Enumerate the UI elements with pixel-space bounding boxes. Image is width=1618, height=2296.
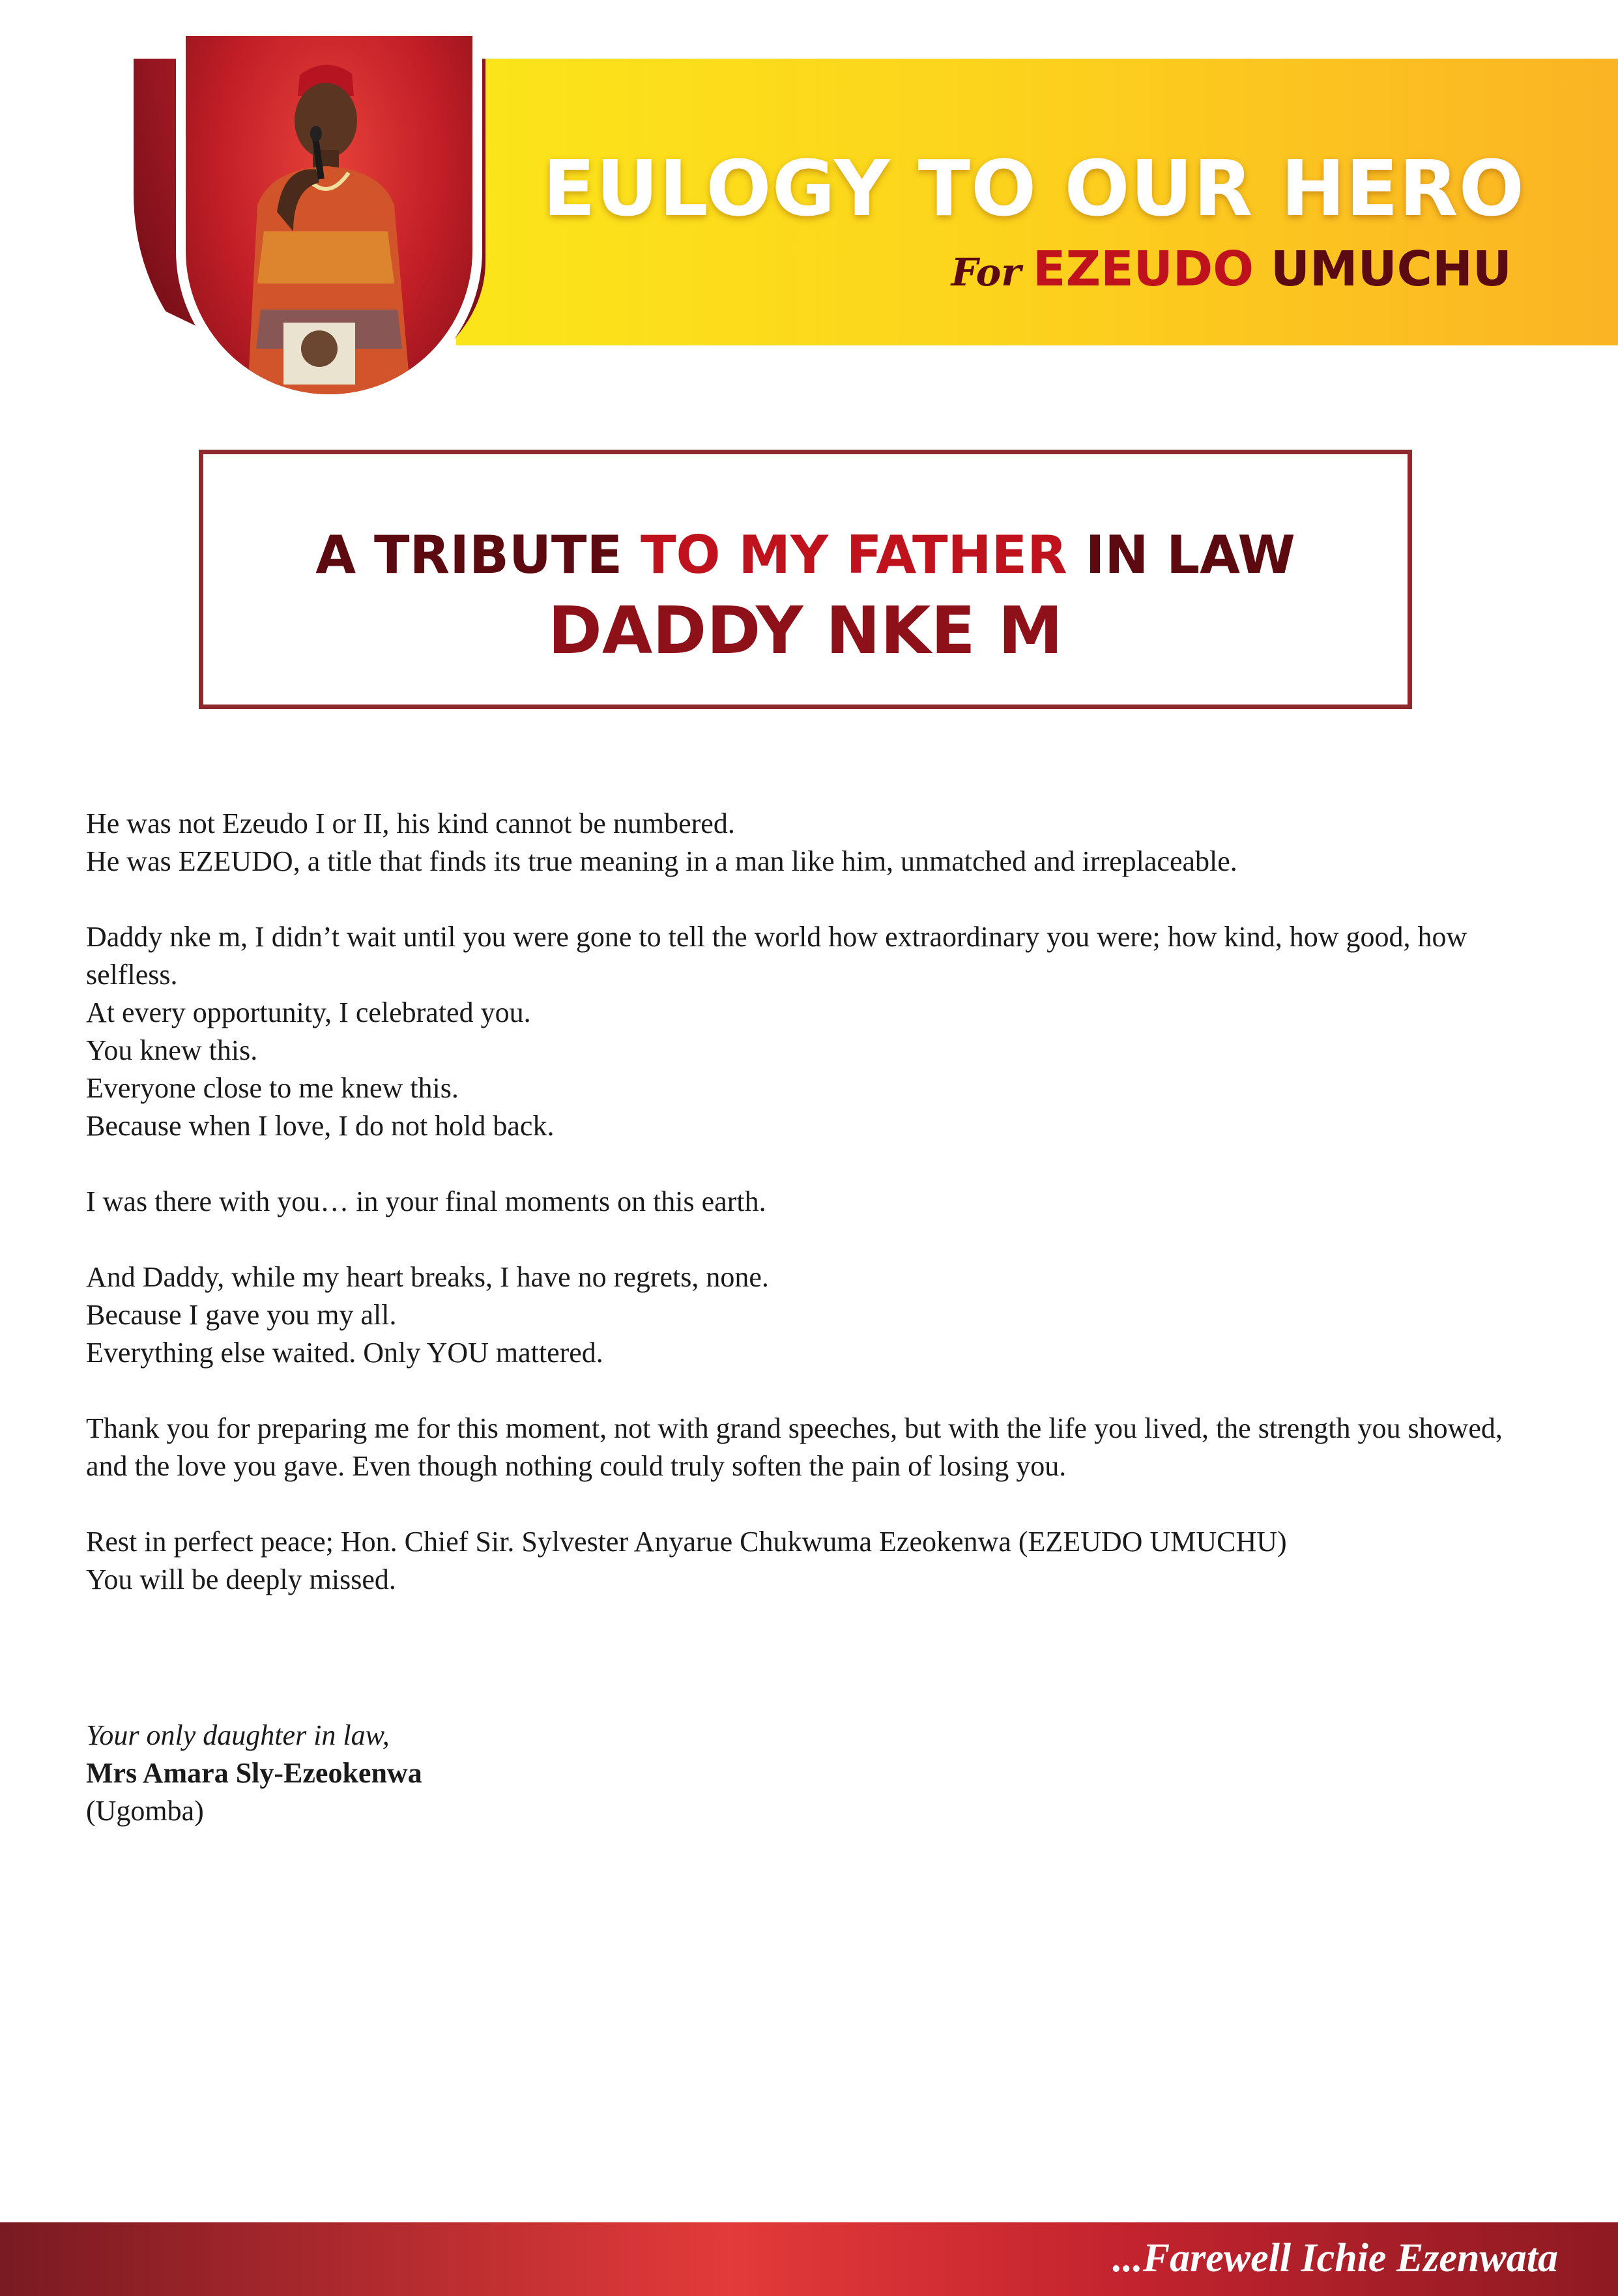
text-line: Everyone close to me knew this. [86,1072,459,1104]
portrait-photo [186,36,472,394]
signoff-name: Mrs Amara Sly-Ezeokenwa [86,1757,422,1789]
eulogy-title: EULOGY TO OUR HERO [542,143,1525,233]
text-line: Because when I love, I do not hold back. [86,1110,555,1142]
tribute-body [86,805,1539,1636]
paragraph [86,1183,1539,1221]
text-line: Daddy nke m, I didn’t wait until you were gone to tell the world how extraordinary you were; how kind, how good, how selfless. [86,921,1467,991]
paragraph [86,1410,1539,1485]
text-line: You will be deeply missed. [86,1563,396,1595]
man-speaking-illustration [186,36,472,394]
text-line: I was there with you… in your final moments on this earth. [86,1185,766,1217]
signoff-closing: Your only daughter in law, [86,1719,390,1751]
paragraph [86,918,1539,1145]
text-line: Everything else waited. Only YOU mattered. [86,1337,603,1369]
text-line: Rest in perfect peace; Hon. Chief Sir. Sylvester Anyarue Chukwuma Ezeokenwa (EZEUDO UMUCHU) [86,1526,1287,1558]
eulogy-subtitle [782,241,1512,297]
tribute-heading [203,525,1408,585]
text-line: Thank you for preparing me for this moment, not with grand speeches, but with the life you lived, the strength you showed, and the love you gave. Even though nothing could truly soften the pain of losing you. [86,1412,1503,1482]
paragraph [86,1523,1539,1599]
tribute-subheading: DADDY NKE M [547,592,1063,669]
text-line: He was not Ezeudo I or II, his kind cannot be numbered. [86,807,735,839]
tribute-heading-part1: A TRIBUTE [315,525,641,585]
signoff [86,1717,1063,1830]
subtitle-prefix: For [951,250,1021,295]
tribute-title-box [199,450,1412,709]
tribute-heading-part3: IN LAW [1067,525,1295,585]
paragraph [86,1258,1539,1372]
text-line: And Daddy, while my heart breaks, I have no regrets, none. [86,1261,769,1293]
text-line: At every opportunity, I celebrated you. [86,996,531,1028]
text-line: You knew this. [86,1034,258,1066]
subtitle-name-umuchu: UMUCHU [1270,241,1512,297]
subtitle-name-ezeudo: EZEUDO [1032,241,1254,297]
tribute-heading-part2: TO MY FATHER [640,525,1067,585]
footer-bar [0,2222,1618,2296]
signoff-alias: (Ugomba) [86,1795,204,1827]
text-line: He was EZEUDO, a title that finds its true meaning in a man like him, unmatched and irreplaceable. [86,845,1237,877]
paragraph [86,805,1539,880]
footer-farewell-text: ...Farewell Ichie Ezenwata [1112,2236,1558,2280]
text-line: Because I gave you my all. [86,1299,397,1331]
